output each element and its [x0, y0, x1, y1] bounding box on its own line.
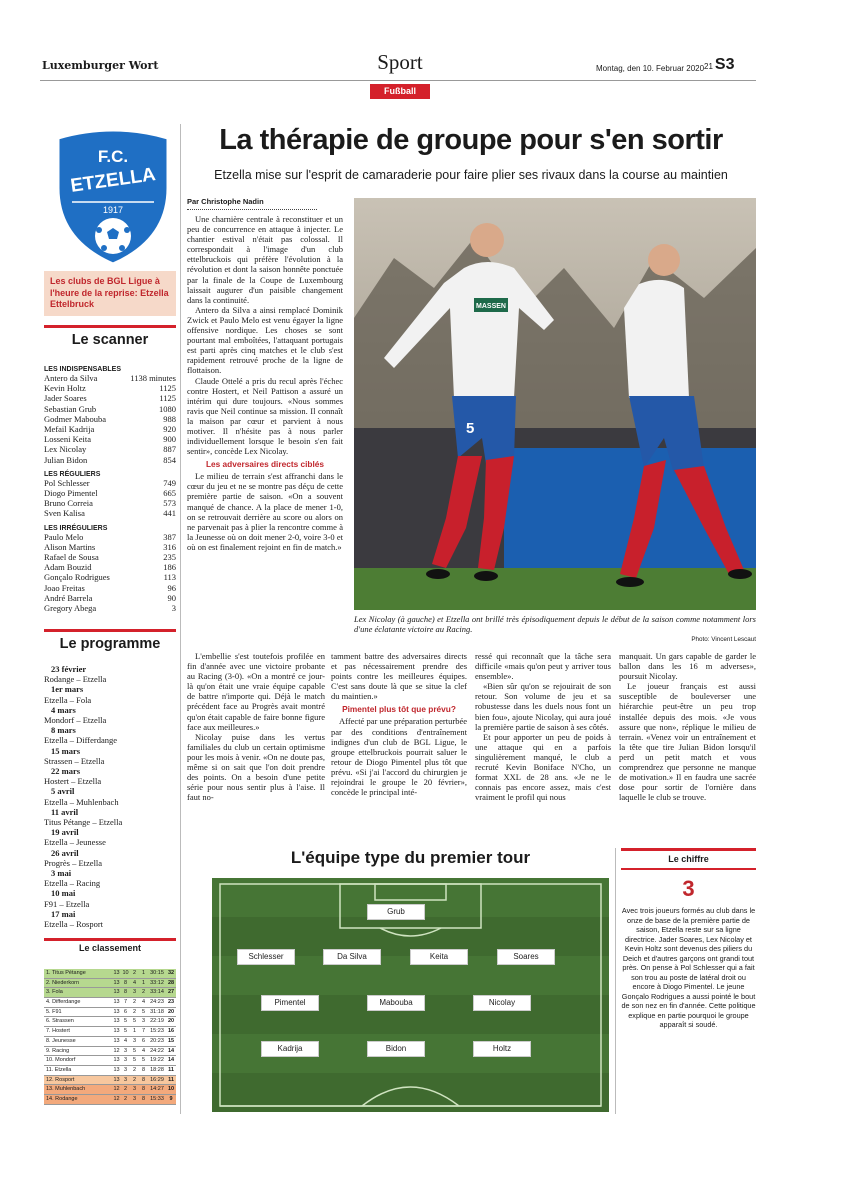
- table-row: [44, 979, 176, 989]
- section-subheading: Pimentel plus tôt que prévu?: [342, 704, 456, 715]
- stat-g: 5: [123, 1028, 128, 1035]
- team-name: 8. Jeunesse: [46, 1037, 76, 1044]
- player-minutes: 3: [171, 603, 176, 614]
- shirt-number: 5: [466, 420, 475, 437]
- team-name: 10. Mondorf: [46, 1057, 76, 1064]
- goal-difference: 24:22: [150, 1047, 164, 1054]
- series-banner: Les clubs de BGL Ligue à l'heure de la reprise: Etzella Ettelbruck: [44, 271, 176, 316]
- player-name: Jader Soares: [44, 393, 87, 404]
- goal-difference: 15:23: [150, 1028, 164, 1035]
- player-minutes: 854: [163, 454, 176, 465]
- scanner-group-label: LES IRRÉGULIERS: [44, 524, 108, 532]
- stat-g: 3: [123, 1076, 128, 1083]
- scanner-list: [44, 360, 176, 613]
- scanner-row: [44, 552, 176, 562]
- points: 15: [167, 1037, 175, 1044]
- paragraph: Le milieu de terrain s'est affranchi dans le cœur du jeu et ne se montre pas déçu de cette première partie de saison. «On a souvent manqué de chance. A la place de mener 1-0, on se retrouvait derrière au score ou alors on ne parvenait pas à plier la rencontre comme à la Jeunesse où on doit mener 2-0, voire 3-0 et où on est finalement rejoint en fin de match.»: [187, 471, 343, 552]
- stat-j: 13: [113, 1018, 120, 1025]
- section-title: Sport: [377, 50, 423, 74]
- points: 20: [167, 1018, 175, 1025]
- goal-difference: 33:14: [150, 989, 164, 996]
- article-column-2: [187, 651, 325, 802]
- column-divider: [180, 124, 181, 1114]
- stat-p: 7: [141, 1028, 146, 1035]
- programme-date: 5 avril: [51, 786, 75, 797]
- goal-difference: 33:12: [150, 979, 164, 986]
- article-column-1: [187, 214, 343, 552]
- match-photo: [354, 198, 756, 610]
- programme-match: Etzella – Racing: [44, 878, 101, 889]
- programme-match: Etzella – Jeunesse: [44, 837, 106, 848]
- programme-date: 15 mars: [51, 745, 81, 756]
- player-minutes: 900: [163, 434, 176, 445]
- player-name: Gonçalo Rodrigues: [44, 572, 110, 583]
- stat-j: 12: [113, 1095, 120, 1102]
- goal-difference: 22:19: [150, 1018, 164, 1025]
- player-holtz: Holtz: [474, 1042, 530, 1056]
- team-name: 9. Racing: [46, 1047, 70, 1054]
- points: 14: [167, 1057, 175, 1064]
- team-name: 12. Rosport: [46, 1076, 75, 1083]
- scanner-group-label: LES INDISPENSABLES: [44, 366, 122, 373]
- paragraph: Affecté par une préparation perturbée par des conditions d'entraînement indignes d'un club de BGL Ligue, le groupe ettelbruckois pourrait saluer le retour de Diogo Pimentel plus tôt que prévu. «Si j'ai l'accord du chirurgien je rejoindrai le groupe le 20 février», concède le principal inté-: [331, 716, 467, 798]
- table-row: [44, 1008, 176, 1018]
- stat-g: 7: [123, 999, 128, 1006]
- stat-j: 12: [113, 1047, 120, 1054]
- logo-text-fc: F.C.: [97, 147, 129, 166]
- player-name: Godmer Mabouba: [44, 413, 107, 424]
- team-name: 2. Niederkorn: [46, 979, 80, 986]
- stat-g: 2: [123, 1095, 128, 1102]
- standings-table: [44, 969, 176, 1105]
- stat-j: 13: [113, 1008, 120, 1015]
- programme-title: Le programme: [44, 629, 176, 652]
- stat-p: 1: [141, 979, 146, 986]
- player-minutes: 573: [163, 498, 176, 509]
- lineup-title: L'équipe type du premier tour: [290, 848, 531, 867]
- programme-match: Etzella – Rosport: [44, 919, 104, 930]
- scanner-row: [44, 414, 176, 424]
- scanner-row: [44, 488, 176, 498]
- scanner-row: [44, 562, 176, 572]
- programme-date: 26 avril: [51, 847, 79, 858]
- page-number-small: 21: [704, 62, 713, 71]
- paragraph: Nicolay puise dans les vertus familiales du club un certain optimisme pour les mois à venir. «On ne doute pas, même si on sait que l'on doit prendre des points. On a besoin d'une petite série pour nous sentir plus à l'aise. Il faut no-: [187, 731, 325, 803]
- paragraph: Le joueur français est aussi susceptible de bouleverser une hiérarchie peut-être un peu trop installée depuis des mois. «Je vous assure que non», réplique le milieu de terrain. «Venez voir un entraînement et la tête que tire Julian Bidon lorsqu'il perd un petit match et vous comprendrez que personne ne manque de motivation.» Il en faudra une sacrée dose pour sortir de l'ornière dans laquelle le club se trouve.: [619, 681, 756, 803]
- stat-n: 5: [132, 1018, 137, 1025]
- stat-j: 13: [113, 989, 120, 996]
- player-minutes: 988: [163, 413, 176, 424]
- stat-n: 5: [132, 1057, 137, 1064]
- stat-g: 6: [123, 1008, 128, 1015]
- player-minutes: 1125: [159, 393, 176, 404]
- paragraph: manquait. Un gars capable de garder le ballon dans les 16 m adverses», poursuit Nicolay.: [619, 651, 756, 682]
- issue-date: Montag, den 10. Februar 2020: [596, 64, 705, 73]
- headline: La thérapie de groupe pour s'en sortir: [219, 124, 723, 156]
- programme-date: 8 mars: [51, 725, 76, 736]
- player-schlesser: Schlesser: [238, 950, 294, 964]
- stat-g: 8: [123, 989, 128, 996]
- caption-text: Lex Nicolay (à gauche) et Etzella ont brillé très épisodiquement depuis le début de la saison comme notamment lors d'une éclatante victoire au Racing.: [354, 614, 756, 634]
- player-name: André Barrela: [44, 592, 93, 603]
- shirt-sponsor: MASSEN: [476, 303, 506, 310]
- paragraph: Claude Ottelé a pris du recul après l'échec contre Hostert, et Neil Pattison a assuré un intérim qui dure toujours. «Nous sommes ravis que Neil continue sa mission. Il connaît la maison par cœur et parvient à nous motiver. Il n'hésite pas à nous parler individuellement lorsque le besoin s'en fait sentir», concède Lex Nicolay.: [187, 375, 343, 457]
- stat-j: 13: [113, 999, 120, 1006]
- points: 27: [167, 989, 175, 996]
- table-row: [44, 1047, 176, 1057]
- team-name: 5. F91: [46, 1008, 62, 1015]
- scanner-row: [44, 404, 176, 414]
- player-minutes: 665: [163, 488, 176, 499]
- team-name: 7. Hostert: [46, 1028, 70, 1035]
- player-grub: Grub: [368, 905, 424, 919]
- programme-date: 19 avril: [51, 827, 79, 838]
- club-logo: [52, 128, 174, 268]
- stat-n: 3: [132, 1037, 137, 1044]
- stat-n: 5: [132, 1047, 137, 1054]
- player-name: Bruno Correia: [44, 498, 93, 509]
- stat-n: 2: [132, 999, 137, 1006]
- stat-n: 2: [132, 1066, 137, 1073]
- stat-p: 8: [141, 1076, 146, 1083]
- stat-n: 2: [132, 1008, 137, 1015]
- player-mabouba: Mabouba: [368, 996, 424, 1010]
- player-name: Sebastian Grub: [44, 403, 97, 414]
- stat-p: 8: [141, 1066, 146, 1073]
- stat-j: 13: [113, 1057, 120, 1064]
- stat-j: 13: [113, 1037, 120, 1044]
- column-divider: [615, 848, 616, 1114]
- programme-match: Strassen – Etzella: [44, 755, 105, 766]
- stat-g: 4: [123, 1037, 128, 1044]
- player-name: Lex Nicolay: [44, 444, 87, 455]
- points: 14: [167, 1047, 175, 1054]
- scanner-title: Le scanner: [44, 325, 176, 348]
- table-row: [44, 988, 176, 998]
- programme-date: 23 février: [51, 664, 87, 674]
- team-name: 13. Muhlenbach: [46, 1086, 86, 1093]
- page-number: [704, 56, 734, 74]
- paragraph: «Bien sûr qu'on se rejouirait de son retour. Son volume de jeu et sa robustesse dans les duels nous font un bien fou», ajoute Nicolay, qui aura joué la première partie de saison à ses côtés.: [475, 681, 611, 732]
- points: 16: [167, 1028, 175, 1035]
- programme-match: Progrès – Etzella: [44, 857, 103, 868]
- player-keita: Keita: [411, 950, 467, 964]
- programme-date: 17 mai: [51, 908, 76, 919]
- paragraph: tamment battre des adversaires directs et pas nécessairement prendre des points contre les meilleures équipes. C'est sans doute là que se situe la clef du maintien.»: [331, 651, 467, 702]
- paragraph: Et pour apporter un peu de poids à une attaque qui en a parfois singulièrement manqué, le club a recruté Kevin Boniface N'Cho, un format XXL de 28 ans. «Je ne le connais pas encore assez, mais c'est vraiment le profil qui nous: [475, 731, 611, 803]
- scanner-row: [44, 542, 176, 552]
- player-pimentel: Pimentel: [262, 996, 318, 1010]
- stat-j: 13: [113, 979, 120, 986]
- points: 28: [167, 979, 175, 986]
- programme-match: Rodange – Etzella: [44, 674, 107, 685]
- scanner-row: [44, 583, 176, 593]
- player-kadrija: Kadrija: [262, 1042, 318, 1056]
- points: 9: [169, 1095, 173, 1102]
- stat-p: 8: [141, 1095, 146, 1102]
- scanner-row: [44, 498, 176, 508]
- player-minutes: 1125: [159, 383, 176, 394]
- stat-n: 3: [132, 1086, 137, 1093]
- goal-difference: 15:33: [150, 1095, 164, 1102]
- player-minutes: 113: [163, 572, 176, 583]
- player-name: Gregory Abega: [44, 603, 97, 614]
- photo-credit: Photo: Vincent Lescaut: [691, 636, 756, 643]
- stat-p: 1: [141, 970, 146, 976]
- scanner-row: [44, 393, 176, 403]
- player-minutes: 920: [163, 424, 176, 435]
- page-code: S3: [714, 56, 735, 73]
- goal-difference: 31:18: [150, 1008, 164, 1015]
- player-name: Losseni Keita: [44, 434, 91, 445]
- player-name: Pol Schlesser: [44, 477, 90, 488]
- table-row: [44, 969, 176, 979]
- player-soares: Soares: [498, 950, 554, 964]
- player-nicolay: Nicolay: [474, 996, 530, 1010]
- programme-date: 3 mai: [51, 868, 72, 879]
- stat-p: 5: [141, 1008, 146, 1015]
- stat-g: 10: [122, 970, 129, 976]
- team-name: 1. Titus Pétange: [46, 970, 86, 976]
- subheadline: Etzella mise sur l'esprit de camaraderie pour faire plier ses rivaux dans la course au maintien: [214, 168, 728, 182]
- chiffre-title: Le chiffre: [621, 851, 756, 870]
- team-name: 11. Etzella: [46, 1066, 72, 1073]
- stat-g: 8: [123, 979, 128, 986]
- chiffre-number: 3: [682, 876, 695, 901]
- table-row: [44, 1027, 176, 1037]
- player-minutes: 887: [163, 444, 176, 455]
- programme-match: Titus Pétange – Etzella: [44, 817, 123, 828]
- programme-list: [44, 664, 176, 929]
- scanner-row: [44, 444, 176, 454]
- table-row: [44, 1056, 176, 1066]
- rubric-badge: Fußball: [370, 84, 430, 99]
- goal-difference: 14:27: [150, 1086, 164, 1093]
- table-row: [44, 1076, 176, 1086]
- points: 32: [167, 970, 175, 976]
- points: 20: [167, 1008, 175, 1015]
- player-name: Mefail Kadrija: [44, 424, 95, 435]
- player-name: Rafael de Sousa: [44, 552, 99, 563]
- player-name: Kevin Holtz: [44, 383, 86, 394]
- paragraph: Une charnière centrale à reconstituer et un peu de concurrence en attaque à injecter. Le chantier estival n'était pas colossal. Il correspondait à l'image d'un club ettelbruckois qui préfère l'évolution à la révolution et dont la saison honnête ponctuée par la finale de la Coupe de Luxembourg laissait augurer d'un paisible changement dans la continuité.: [187, 214, 343, 305]
- scanner-row: [44, 424, 176, 434]
- stat-p: 4: [141, 999, 146, 1006]
- stat-p: 5: [141, 1057, 146, 1064]
- points: 11: [168, 1066, 174, 1073]
- programme-date: 22 mars: [51, 766, 81, 777]
- scanner-group-label: LES RÉGULIERS: [44, 470, 101, 478]
- byline: Par Christophe Nadin: [187, 197, 317, 210]
- stat-g: 5: [123, 1018, 128, 1025]
- stat-p: 3: [141, 1018, 146, 1025]
- stat-j: 13: [113, 1076, 120, 1083]
- team-name: 3. Fola: [46, 989, 63, 996]
- stat-n: 4: [132, 979, 137, 986]
- table-row: [44, 998, 176, 1008]
- programme-match: Etzella – Muhlenbach: [44, 796, 119, 807]
- player-name: Julian Bidon: [44, 454, 88, 465]
- player-name: Antero da Silva: [44, 373, 98, 383]
- stat-n: 2: [132, 970, 137, 976]
- stat-j: 13: [113, 1028, 120, 1035]
- points: 23: [167, 999, 175, 1006]
- scanner-row: [44, 532, 176, 542]
- table-row: [44, 1066, 176, 1076]
- player-name: Alison Martins: [44, 541, 96, 552]
- player-minutes: 186: [163, 562, 176, 573]
- programme-match: Etzella – Differdange: [44, 735, 118, 746]
- programme-match: Etzella – Fola: [44, 694, 92, 705]
- logo-year: 1917: [102, 205, 124, 215]
- programme-date: 4 mars: [51, 704, 76, 715]
- stat-n: 3: [132, 1095, 137, 1102]
- masthead: Luxemburger Wort: [42, 59, 159, 72]
- classement-title: Le classement: [44, 938, 176, 953]
- team-name: 4. Differdange: [46, 999, 81, 1006]
- stat-p: 2: [141, 989, 146, 996]
- stat-p: 6: [141, 1037, 146, 1044]
- scanner-row: [44, 508, 176, 518]
- player-name: Sven Kalisa: [44, 508, 85, 519]
- table-row: [44, 1085, 176, 1095]
- player-da-silva: Da Silva: [324, 950, 380, 964]
- player-bidon: Bidon: [368, 1042, 424, 1056]
- scanner-row: [44, 455, 176, 465]
- player-minutes: 90: [167, 592, 176, 603]
- scanner-row: [44, 478, 176, 488]
- player-minutes: 441: [163, 508, 176, 519]
- paragraph: ressé qui reconnaît que la tâche sera difficile «mais qu'on peut y arriver tous ensemble».: [475, 651, 611, 682]
- lineup-pitch: [212, 878, 609, 1112]
- goal-difference: 18:28: [150, 1066, 164, 1073]
- stat-j: 13: [113, 970, 120, 976]
- player-name: Diogo Pimentel: [44, 488, 98, 499]
- stat-j: 12: [113, 1086, 120, 1093]
- chiffre-text: Avec trois joueurs formés au club dans le onze de base de la première partie de saison, Etzella reste sur sa ligne directrice. Jader Soares, Lex Nicolay et Kevin Holtz sont devenus des piliers du Deich et d'autres garçons ont grandi tout près. On pense à Pol Schlesser qui a fait son trou au poste de latéral droit ou encore à Diogo Pimentel. Le jeune Gonçalo Rodrigues a aussi pointé le bout de son nez en fin d'année. Cette politique explique en partie pourquoi le groupe apparaît si soudé.: [621, 906, 756, 1029]
- stat-p: 4: [141, 1047, 146, 1054]
- table-row: [44, 1037, 176, 1047]
- player-minutes: 387: [163, 531, 176, 542]
- programme-match: Hostert – Etzella: [44, 776, 102, 787]
- section-subheading: Les adversaires directs ciblés: [205, 459, 325, 470]
- photo-caption: [354, 614, 756, 645]
- programme-date: 1er mars: [51, 684, 84, 695]
- scanner-row: [44, 603, 176, 613]
- player-minutes: 1138 minutes: [130, 373, 176, 383]
- stat-n: 1: [132, 1028, 137, 1035]
- team-name: 6. Strassen: [46, 1018, 74, 1025]
- player-name: Joao Freitas: [44, 582, 85, 593]
- points: 10: [167, 1086, 175, 1093]
- paragraph: L'embellie s'est toutefois profilée en fin d'année avec une victoire probante au Racing (3-0). «On a montré ce jour-là qu'on était une vraie équipe capable de battre n'importe qui. Déjà le match précédent face au Progrès avait montré qu'on était capable de faire bonne figure face aux meilleures.»: [187, 651, 325, 732]
- scanner-row: [44, 593, 176, 603]
- goal-difference: 30:15: [150, 970, 164, 976]
- goal-difference: 16:29: [150, 1076, 164, 1083]
- stat-g: 3: [123, 1057, 128, 1064]
- header-rule: [40, 80, 756, 81]
- programme-date: 11 avril: [51, 806, 79, 817]
- stat-n: 3: [132, 989, 137, 996]
- article-column-4: [475, 651, 611, 802]
- goal-difference: 20:23: [150, 1037, 164, 1044]
- stat-g: 2: [123, 1086, 128, 1093]
- stat-n: 2: [132, 1076, 137, 1083]
- chiffre-box: [621, 848, 756, 1030]
- table-row: [44, 1017, 176, 1027]
- goal-difference: 24:23: [150, 999, 164, 1006]
- player-minutes: 749: [163, 477, 176, 488]
- player-name: Adam Bouzid: [44, 562, 92, 573]
- table-row: [44, 1095, 176, 1105]
- player-minutes: 1080: [159, 403, 176, 414]
- player-minutes: 235: [163, 552, 176, 563]
- player-name: Paulo Melo: [44, 531, 84, 542]
- stat-g: 3: [123, 1066, 128, 1073]
- paragraph: Antero da Silva a ainsi remplacé Dominik Zwick et Paulo Melo est venu égayer la ligne offensive nordique. Les choses se sont pourtant mal emboîtées, l'attaquant portugais est parti après cinq matches et le club s'est rapidement retrouvé proche de la ligne de flottaison.: [187, 304, 343, 376]
- scanner-row: [44, 373, 176, 383]
- goal-difference: 19:22: [150, 1057, 164, 1064]
- programme-match: F91 – Etzella: [44, 898, 90, 909]
- scanner-row: [44, 434, 176, 444]
- programme-date: 10 mai: [51, 888, 76, 899]
- scanner-row: [44, 383, 176, 393]
- stat-g: 3: [123, 1047, 128, 1054]
- player-minutes: 96: [167, 582, 176, 593]
- logo-text-etzella: ETZELLA: [69, 164, 157, 197]
- player-minutes: 316: [163, 541, 176, 552]
- article-column-5: [619, 651, 756, 802]
- stat-p: 8: [141, 1086, 146, 1093]
- scanner-row: [44, 572, 176, 582]
- stat-j: 13: [113, 1066, 120, 1073]
- points: 11: [168, 1076, 174, 1083]
- team-name: 14. Rodange: [46, 1095, 78, 1102]
- programme-match: Mondorf – Etzella: [44, 715, 107, 726]
- article-column-3: [331, 651, 467, 797]
